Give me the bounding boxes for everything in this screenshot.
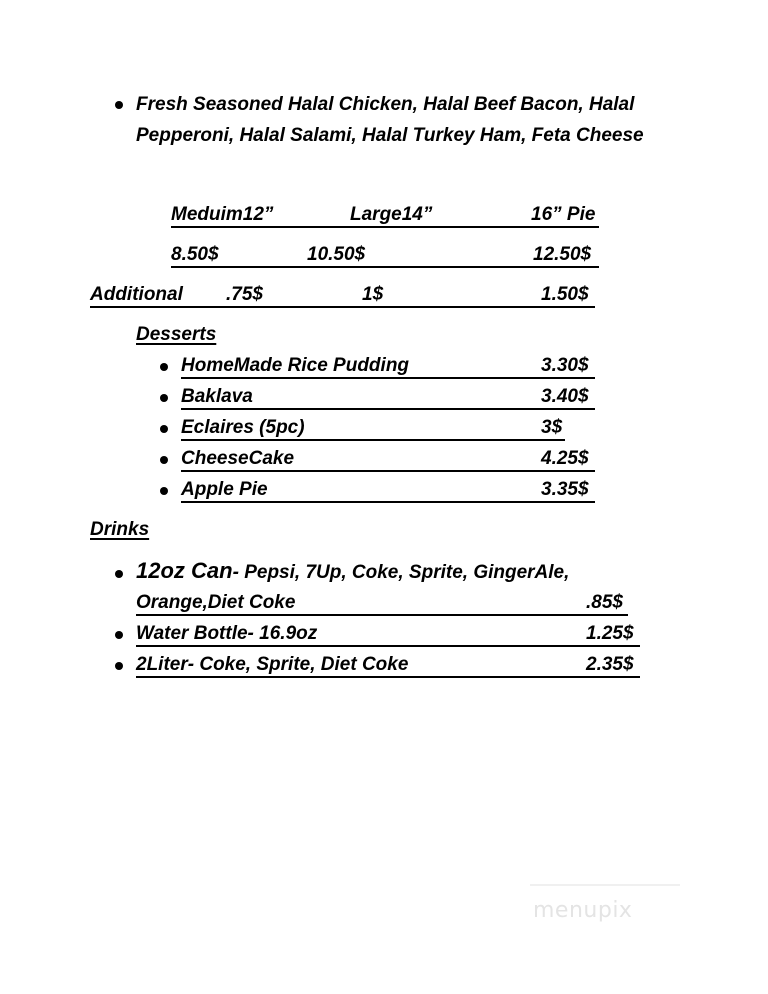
toppings-line-1: Fresh Seasoned Halal Chicken, Halal Beef Bacon, Halal	[136, 94, 635, 115]
dessert-price: 3.35$	[541, 479, 589, 500]
bullet-icon	[160, 425, 168, 433]
dessert-price: 4.25$	[541, 448, 589, 469]
price-pie: 12.50$	[533, 244, 592, 265]
additional-label: Additional	[90, 284, 183, 305]
dessert-price: 3.40$	[541, 386, 589, 407]
toppings-line-2: Pepperoni, Halal Salami, Halal Turkey Ham, Feta Cheese	[136, 125, 644, 146]
price-medium: 8.50$	[171, 244, 219, 265]
bullet-icon	[160, 394, 168, 402]
bullet-icon	[160, 487, 168, 495]
bullet-icon	[115, 662, 123, 670]
dessert-name: CheeseCake	[181, 448, 295, 469]
bullet-icon	[115, 570, 123, 578]
desserts-heading: Desserts	[136, 324, 217, 345]
can-list: - Pepsi, 7Up, Coke, Sprite, GingerAle,	[232, 562, 570, 583]
liter-price: 2.35$	[586, 654, 634, 675]
can-line-1	[136, 559, 569, 585]
dessert-name: Baklava	[181, 386, 253, 407]
price-large: 10.50$	[307, 244, 366, 265]
size-header-pie: 16” Pie	[531, 204, 596, 225]
water-name: Water Bottle- 16.9oz	[136, 623, 318, 644]
bullet-icon	[115, 631, 123, 639]
dessert-price: 3.30$	[541, 355, 589, 376]
dessert-name: Eclaires (5pc)	[181, 417, 305, 438]
dessert-name: HomeMade Rice Pudding	[181, 355, 410, 376]
can-line-2: Orange,Diet Coke	[136, 592, 296, 613]
liter-name: 2Liter- Coke, Sprite, Diet Coke	[136, 654, 409, 675]
additional-large: 1$	[362, 284, 384, 305]
watermark-decoration	[530, 884, 680, 886]
size-header-large: Large14”	[350, 204, 433, 225]
dessert-name: Apple Pie	[181, 479, 268, 500]
additional-medium: .75$	[226, 284, 263, 305]
bullet-icon	[115, 101, 123, 109]
drinks-heading: Drinks	[90, 519, 150, 540]
additional-pie: 1.50$	[541, 284, 589, 305]
bullet-icon	[160, 363, 168, 371]
water-price: 1.25$	[586, 623, 634, 644]
bullet-icon	[160, 456, 168, 464]
can-price: .85$	[586, 592, 623, 613]
dessert-price: 3$	[541, 417, 563, 438]
size-header-medium: Meduim12”	[171, 204, 274, 225]
can-label: 12oz Can	[136, 558, 233, 583]
watermark-logo: menupix	[533, 898, 633, 923]
